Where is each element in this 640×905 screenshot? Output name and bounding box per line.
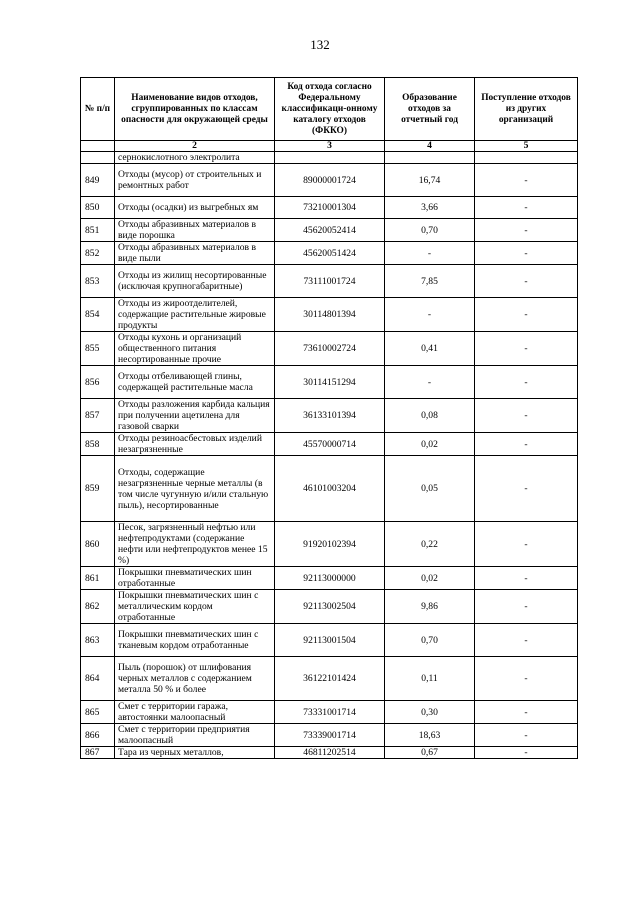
formed-amount-cell: 0,30	[385, 701, 475, 724]
header-code: Код отхода согласно Федеральному классификаци-онному каталогу отходов (ФККО)	[275, 78, 385, 141]
received-amount-cell: -	[475, 567, 578, 590]
column-number: 5	[475, 141, 578, 152]
received-amount-cell: -	[475, 197, 578, 219]
table-row	[81, 366, 578, 399]
waste-table	[80, 77, 578, 759]
received-amount-cell: -	[475, 242, 578, 265]
waste-name-cell: Отходы (мусор) от строительных и ремонтных работ	[115, 164, 275, 197]
header-formed: Образование отходов за отчетный год	[385, 78, 475, 141]
row-number-cell: 863	[81, 624, 115, 657]
row-number-cell: 859	[81, 456, 115, 522]
fkko-code-cell	[275, 152, 385, 164]
formed-amount-cell: 0,11	[385, 657, 475, 701]
row-number-cell: 855	[81, 332, 115, 366]
table-row	[81, 724, 578, 747]
fkko-code-cell: 36122101424	[275, 657, 385, 701]
received-amount-cell: -	[475, 433, 578, 456]
table-row	[81, 152, 578, 164]
table-row	[81, 399, 578, 433]
table-row	[81, 701, 578, 724]
row-number-cell: 865	[81, 701, 115, 724]
table-row	[81, 219, 578, 242]
fkko-code-cell: 73210001304	[275, 197, 385, 219]
waste-name-cell: Отходы, содержащие незагрязненные черные металлы (в том числе чугунную и/или стальную пыль), несортированные	[115, 456, 275, 522]
fkko-code-cell: 45620052414	[275, 219, 385, 242]
waste-name-cell: Отходы разложения карбида кальция при получении ацетилена для газовой сварки	[115, 399, 275, 433]
header-received: Поступление отходов из других организаций	[475, 78, 578, 141]
formed-amount-cell: 7,85	[385, 265, 475, 298]
formed-amount-cell: 0,08	[385, 399, 475, 433]
waste-name-cell: Отходы из жилищ несортированные (исключая крупногабаритные)	[115, 265, 275, 298]
fkko-code-cell: 46101003204	[275, 456, 385, 522]
received-amount-cell: -	[475, 657, 578, 701]
formed-amount-cell: 0,70	[385, 624, 475, 657]
fkko-code-cell: 46811202514	[275, 747, 385, 759]
fkko-code-cell: 89000001724	[275, 164, 385, 197]
fkko-code-cell: 92113002504	[275, 590, 385, 624]
waste-name-cell: сернокислотного электролита	[115, 152, 275, 164]
waste-name-cell: Покрышки пневматических шин с металлическим кордом отработанные	[115, 590, 275, 624]
received-amount-cell: -	[475, 265, 578, 298]
received-amount-cell: -	[475, 724, 578, 747]
row-number-cell: 849	[81, 164, 115, 197]
formed-amount-cell: 0,41	[385, 332, 475, 366]
fkko-code-cell: 73111001724	[275, 265, 385, 298]
formed-amount-cell: 0,05	[385, 456, 475, 522]
waste-name-cell: Покрышки пневматических шин отработанные	[115, 567, 275, 590]
waste-name-cell: Тара из черных металлов,	[115, 747, 275, 759]
waste-name-cell: Отходы абразивных материалов в виде порошка	[115, 219, 275, 242]
fkko-code-cell: 73331001714	[275, 701, 385, 724]
received-amount-cell: -	[475, 456, 578, 522]
received-amount-cell: -	[475, 164, 578, 197]
waste-name-cell: Песок, загрязненный нефтью или нефтепродуктами (содержание нефти или нефтепродуктов менее 15 %)	[115, 522, 275, 567]
received-amount-cell: -	[475, 590, 578, 624]
row-number-cell: 853	[81, 265, 115, 298]
received-amount-cell: -	[475, 747, 578, 759]
formed-amount-cell: -	[385, 242, 475, 265]
formed-amount-cell: 3,66	[385, 197, 475, 219]
column-number: 3	[275, 141, 385, 152]
waste-name-cell: Отходы абразивных материалов в виде пыли	[115, 242, 275, 265]
row-number-cell: 861	[81, 567, 115, 590]
fkko-code-cell: 91920102394	[275, 522, 385, 567]
waste-name-cell: Отходы из жироотделителей, содержащие растительные жировые продукты	[115, 298, 275, 332]
formed-amount-cell: 18,63	[385, 724, 475, 747]
fkko-code-cell: 73339001714	[275, 724, 385, 747]
row-number-cell: 856	[81, 366, 115, 399]
row-number-cell: 866	[81, 724, 115, 747]
table-row	[81, 298, 578, 332]
table-row	[81, 567, 578, 590]
received-amount-cell: -	[475, 219, 578, 242]
received-amount-cell: -	[475, 399, 578, 433]
waste-name-cell: Отходы резиноасбестовых изделий незагрязненные	[115, 433, 275, 456]
fkko-code-cell: 30114801394	[275, 298, 385, 332]
row-number-cell: 854	[81, 298, 115, 332]
column-number: 4	[385, 141, 475, 152]
formed-amount-cell: -	[385, 366, 475, 399]
row-number-cell: 858	[81, 433, 115, 456]
waste-name-cell: Отходы кухонь и организаций общественного питания несортированные прочие	[115, 332, 275, 366]
table-row	[81, 332, 578, 366]
header-name: Наименование видов отходов, сгруппированных по классам опасности для окружающей среды	[115, 78, 275, 141]
table-row	[81, 590, 578, 624]
fkko-code-cell: 45620051424	[275, 242, 385, 265]
table-row	[81, 747, 578, 759]
column-number-row	[81, 141, 578, 152]
table-row	[81, 522, 578, 567]
formed-amount-cell: 16,74	[385, 164, 475, 197]
row-number-cell: 857	[81, 399, 115, 433]
received-amount-cell: -	[475, 298, 578, 332]
formed-amount-cell: 0,67	[385, 747, 475, 759]
row-number-cell: 867	[81, 747, 115, 759]
waste-name-cell: Покрышки пневматических шин с тканевым кордом отработанные	[115, 624, 275, 657]
formed-amount-cell: 0,70	[385, 219, 475, 242]
table-row	[81, 433, 578, 456]
formed-amount-cell: 0,02	[385, 433, 475, 456]
table-row	[81, 657, 578, 701]
received-amount-cell: -	[475, 701, 578, 724]
table-row	[81, 242, 578, 265]
row-number-cell: 851	[81, 219, 115, 242]
page-number: 132	[310, 37, 330, 52]
formed-amount-cell: -	[385, 298, 475, 332]
fkko-code-cell: 92113000000	[275, 567, 385, 590]
formed-amount-cell: 9,86	[385, 590, 475, 624]
column-number: 2	[115, 141, 275, 152]
waste-name-cell: Отходы отбеливающей глины, содержащей растительные масла	[115, 366, 275, 399]
formed-amount-cell: 0,22	[385, 522, 475, 567]
received-amount-cell: -	[475, 624, 578, 657]
row-number-cell	[81, 152, 115, 164]
fkko-code-cell: 30114151294	[275, 366, 385, 399]
fkko-code-cell: 36133101394	[275, 399, 385, 433]
row-number-cell: 852	[81, 242, 115, 265]
table-row	[81, 164, 578, 197]
row-number-cell: 864	[81, 657, 115, 701]
received-amount-cell: -	[475, 332, 578, 366]
waste-name-cell: Пыль (порошок) от шлифования черных металлов с содержанием металла 50 % и более	[115, 657, 275, 701]
formed-amount-cell: 0,02	[385, 567, 475, 590]
row-number-cell: 860	[81, 522, 115, 567]
formed-amount-cell	[385, 152, 475, 164]
waste-name-cell: Смет с территории гаража, автостоянки малоопасный	[115, 701, 275, 724]
fkko-code-cell: 73610002724	[275, 332, 385, 366]
received-amount-cell	[475, 152, 578, 164]
row-number-cell: 862	[81, 590, 115, 624]
fkko-code-cell: 92113001504	[275, 624, 385, 657]
row-number-cell: 850	[81, 197, 115, 219]
received-amount-cell: -	[475, 366, 578, 399]
header-num: № п/п	[81, 78, 115, 141]
header-row	[81, 78, 578, 141]
table-row	[81, 456, 578, 522]
fkko-code-cell: 45570000714	[275, 433, 385, 456]
table-row	[81, 197, 578, 219]
waste-name-cell: Отходы (осадки) из выгребных ям	[115, 197, 275, 219]
table-body	[81, 152, 578, 759]
table-row	[81, 265, 578, 298]
column-number	[81, 141, 115, 152]
received-amount-cell: -	[475, 522, 578, 567]
waste-name-cell: Смет с территории предприятия малоопасный	[115, 724, 275, 747]
table-row	[81, 624, 578, 657]
